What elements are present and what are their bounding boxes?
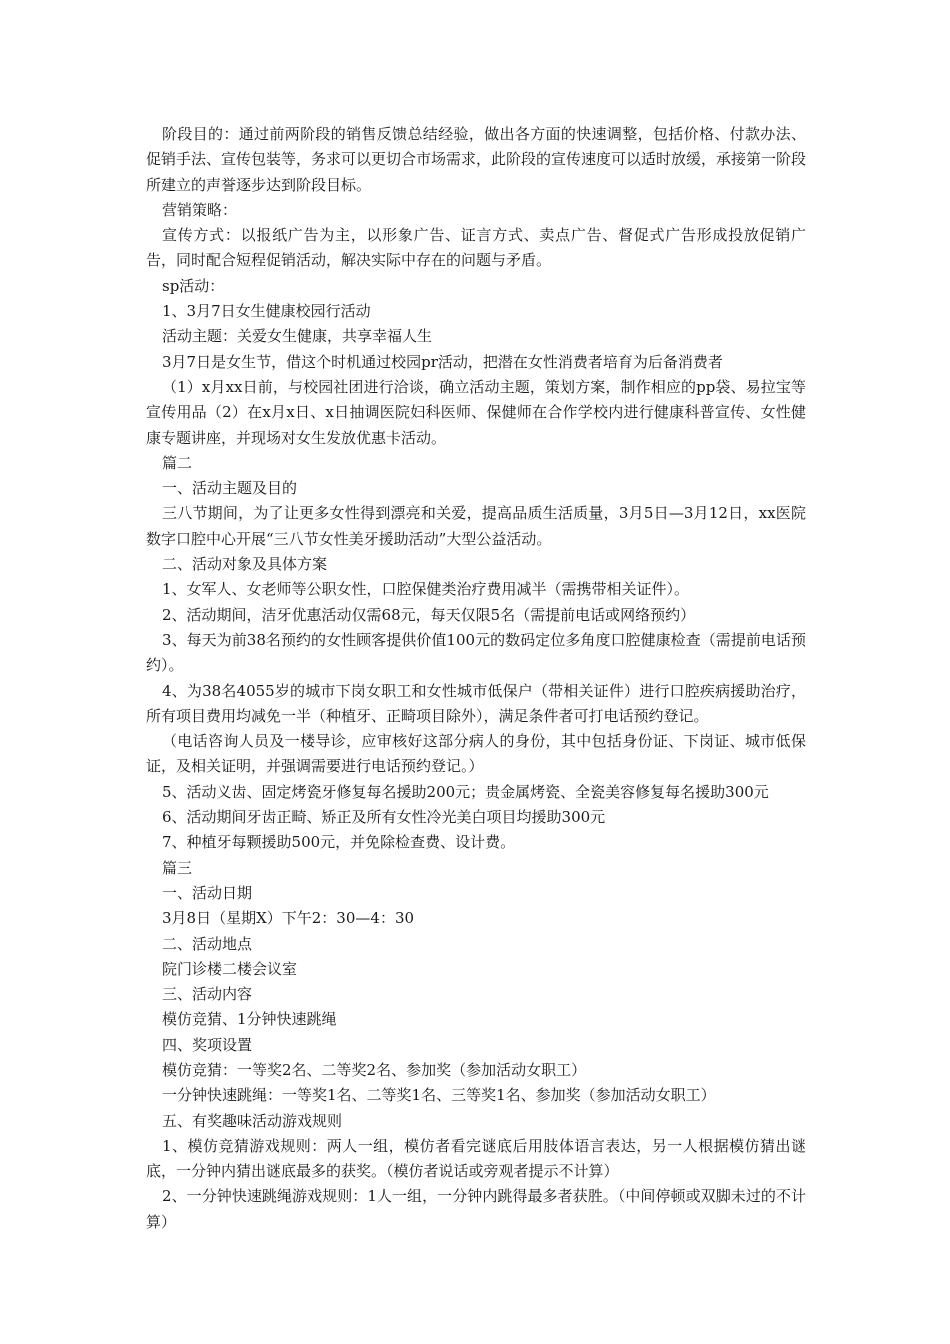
paragraph: 院门诊楼二楼会议室 [162, 959, 298, 978]
paragraph: 7、种植牙每颗援助500元，并免除检查费、设计费。 [162, 833, 516, 852]
paragraph: 活动主题：关爱女生健康，共享幸福人生 [162, 327, 433, 346]
paragraph: 三、活动内容 [162, 985, 253, 1004]
paragraph: 3月8日（星期X）下午2：30—4：30 [162, 909, 415, 928]
paragraph: 2、一分钟快速跳绳游戏规则：1人一组，一分钟内跳得最多者获胜。（中间停顿或双脚未过的不计算） [146, 1187, 806, 1231]
paragraph: 2、活动期间，洁牙优惠活动仅需68元，每天仅限5名（需提前电话或网络预约） [162, 605, 696, 624]
paragraph: 二、活动对象及具体方案 [162, 555, 328, 574]
document-body [146, 122, 806, 1235]
paragraph: （1）x月xx日前，与校园社团进行洽谈，确立活动主题，策划方案，制作相应的pp袋、易拉宝等宣传用品（2）在x月x日、x日抽调医院妇科医师、保健师在合作学校内进行健康科普宣传、女性健康专题讲座，并现场对女生发放优惠卡活动。 [146, 377, 806, 447]
section-heading: 篇三 [162, 858, 193, 877]
paragraph: （电话咨询人员及一楼导诊，应审核好这部分病人的身份，其中包括身份证、下岗证、城市低保证，及相关证明，并强调需要进行电话预约登记。） [146, 732, 806, 776]
paragraph: 1、女军人、女老师等公职女性，口腔保健类治疗费用减半（需携带相关证件）。 [162, 580, 690, 599]
paragraph: 五、有奖趣味活动游戏规则 [162, 1111, 343, 1130]
paragraph: 3、每天为前38名预约的女性顾客提供价值100元的数码定位多角度口腔健康检查（需提前电话预约）。 [146, 630, 806, 675]
paragraph: 3月7日是女生节，借这个时机通过校园pr活动，把潜在女性消费者培育为后备消费者 [162, 352, 723, 371]
paragraph: sp活动： [162, 276, 225, 295]
paragraph: 6、活动期间牙齿正畸、矫正及所有女性冷光美白项目均援助300元 [162, 808, 606, 827]
paragraph: 1、3月7日女生健康校园行活动 [162, 302, 371, 321]
paragraph: 5、活动义齿、固定烤瓷牙修复每名援助200元；贵金属烤瓷、全瓷美容修复每名援助300元 [162, 782, 769, 801]
paragraph: 营销策略： [162, 200, 238, 219]
paragraph: 一、活动日期 [162, 883, 253, 902]
paragraph: 模仿竞猜：一等奖2名、二等奖2名、参加奖（参加活动女职工） [162, 1060, 587, 1079]
paragraph: 三八节期间，为了让更多女性得到漂亮和关爱，提高品质生活质量，3月5日—3月12日，xx医院数字口腔中心开展“三八节女性美牙援助活动”大型公益活动。 [146, 504, 806, 548]
paragraph: 宣传方式：以报纸广告为主，以形象广告、证言方式、卖点广告、督促式广告形成投放促销广告，同时配合短程促销活动，解决实际中存在的问题与矛盾。 [146, 226, 806, 270]
paragraph: 模仿竞猜、1分钟快速跳绳 [162, 1010, 337, 1029]
paragraph: 二、活动地点 [162, 934, 253, 953]
paragraph: 一分钟快速跳绳：一等奖1名、二等奖1名、三等奖1名、参加奖（参加活动女职工） [162, 1086, 716, 1105]
paragraph: 1、模仿竞猜游戏规则：两人一组，模仿者看完谜底后用肢体语言表达，另一人根据模仿猜出谜底，一分钟内猜出谜底最多的获奖。（模仿者说话或旁观者提示不计算） [146, 1136, 806, 1181]
paragraph: 四、奖项设置 [162, 1035, 253, 1054]
section-heading: 篇二 [162, 453, 193, 472]
paragraph: 一、活动主题及目的 [162, 479, 298, 498]
paragraph: 4、为38名4055岁的城市下岗女职工和女性城市低保户（带相关证件）进行口腔疾病援助治疗，所有项目费用均减免一半（种植牙、正畸项目除外），满足条件者可打电话预约登记。 [146, 681, 806, 725]
paragraph: 阶段目的：通过前两阶段的销售反馈总结经验，做出各方面的快速调整，包括价格、付款办法、促销手法、宣传包装等，务求可以更切合市场需求，此阶段的宣传速度可以适时放缓，承接第一阶段所建立的声誉逐步达到阶段目标。 [146, 125, 807, 194]
